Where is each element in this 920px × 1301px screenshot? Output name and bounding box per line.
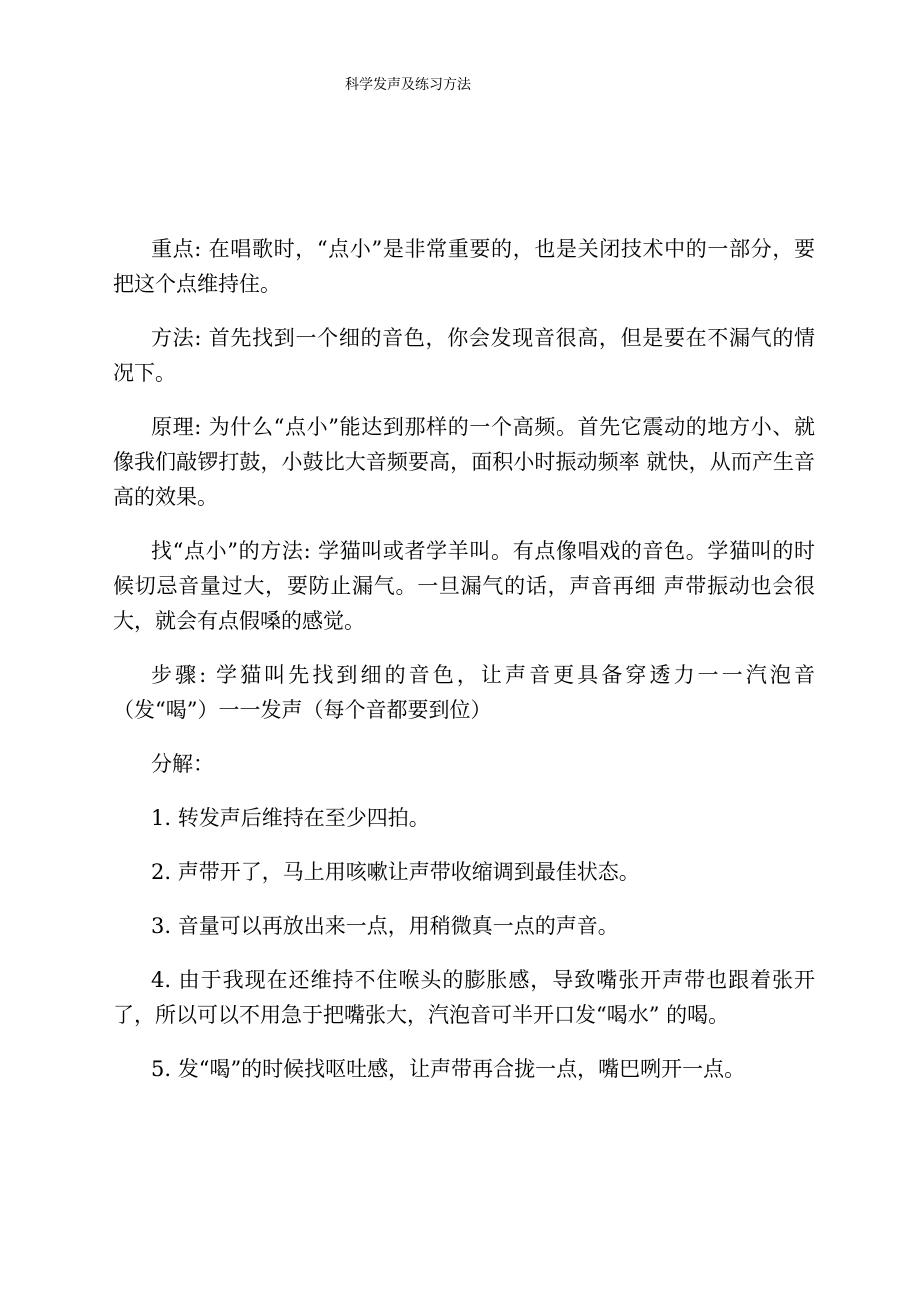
paragraph-method: 方法: 首先找到一个细的音色，你会发现音很高，但是要在不漏气的情况下。 <box>113 326 815 385</box>
list-item-2: 2. 声带开了，马上用咳嗽让声带收缩调到最佳状态。 <box>151 860 640 884</box>
list-item-1: 1. 转发声后维持在至少四拍。 <box>151 806 430 830</box>
list-item-3: 3. 音量可以再放出来一点，用稍微真一点的声音。 <box>151 914 619 938</box>
list-item-5: 5. 发“喝”的时候找呕吐感，让声带再合拢一点，嘴巴咧开一点。 <box>151 1057 746 1081</box>
paragraph-find-method: 找“点小”的方法: 学猫叫或者学羊叫。有点像唱戏的音色。学猫叫的时候切忌音量过大，要防止漏气。一旦漏气的话，声音再细 声带振动也会很大，就会有点假嗓的感觉。 <box>113 539 815 633</box>
paragraph-steps: 步骤: 学猫叫先找到细的音色，让声音更具备穿透力一一汽泡音 （发“喝”）一一发声（每个音都要到位） <box>113 663 815 722</box>
paragraph-key-point: 重点: 在唱歌时，“点小”是非常重要的，也是关闭技术中的一部分，要把这个点维持住。 <box>113 237 815 296</box>
document-body <box>113 232 815 1106</box>
list-item-4: 4. 由于我现在还维持不住喉头的膨胀感，导致嘴张开声带也跟着张开了，所以可以不用急于把嘴张大，汽泡音可半开口发“喝水” 的喝。 <box>113 968 815 1027</box>
page-header-title: 科学发声及练习方法 <box>345 77 471 93</box>
paragraph-principle: 原理: 为什么“点小”能达到那样的一个高频。首先它震动的地方小、就像我们敲锣打鼓，小鼓比大音频要高，面积小时振动频率 就快，从而产生音高的效果。 <box>113 415 815 509</box>
paragraph-breakdown-heading: 分解： <box>151 752 214 776</box>
